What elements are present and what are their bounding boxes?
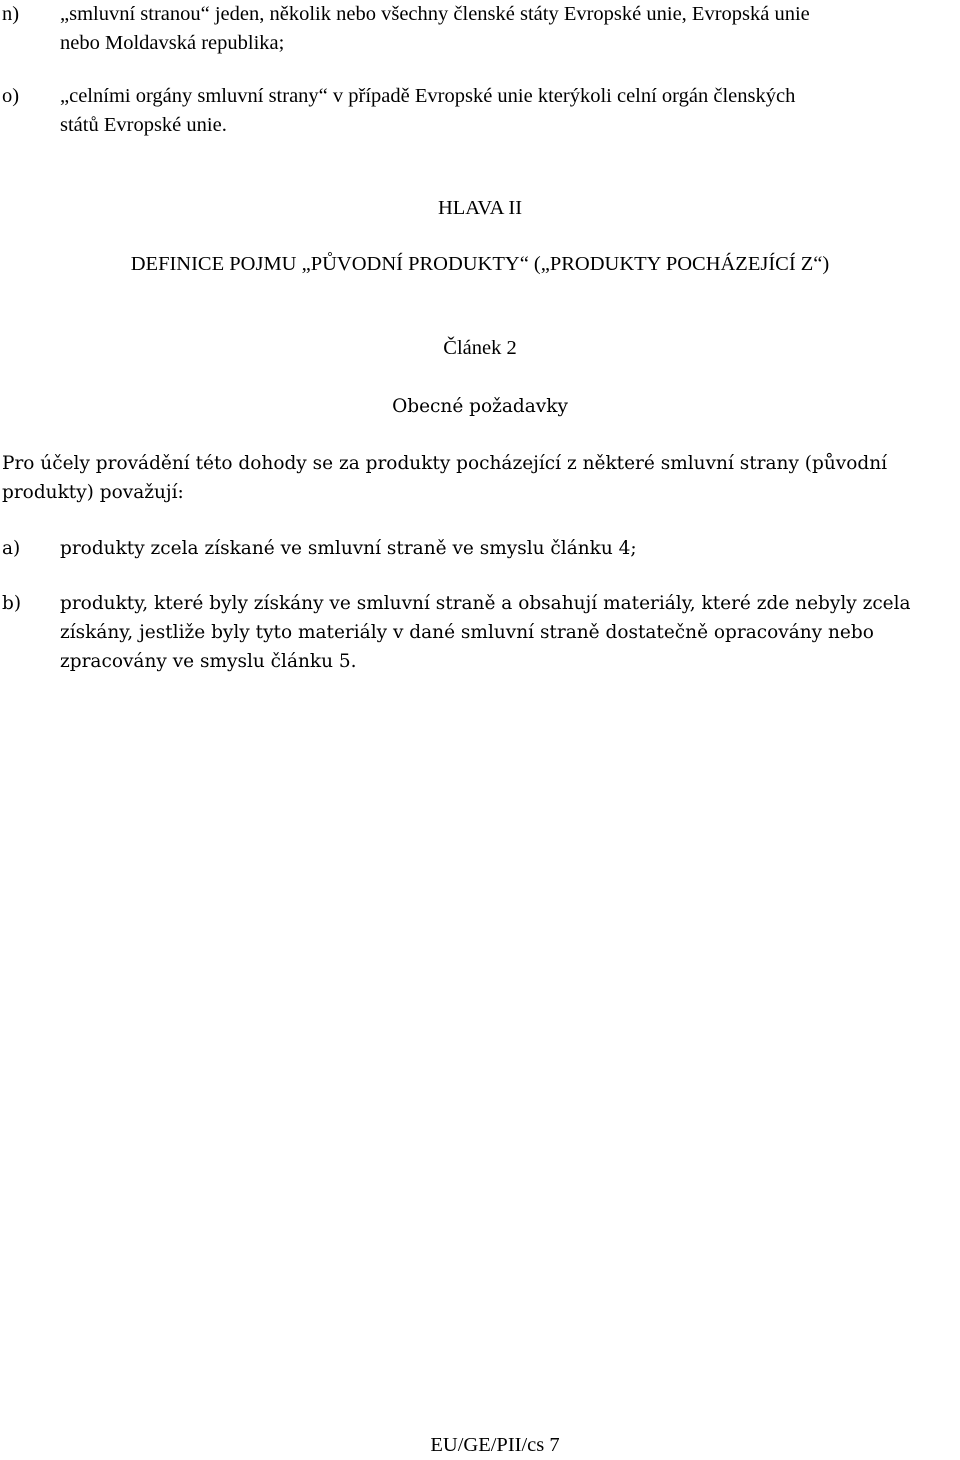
text-line: Pro účely provádění této dohody se za produkty pocházející z některé smluvní strany (původní xyxy=(2,453,888,474)
list-marker: n) xyxy=(2,3,20,25)
text-line: získány, jestliže byly tyto materiály v dané smluvní straně dostatečně opracovány nebo xyxy=(60,622,874,643)
list-item-n xyxy=(2,0,957,58)
list-item-b xyxy=(2,589,957,676)
text-line: produkty) považují: xyxy=(2,482,184,503)
list-marker: b) xyxy=(2,593,22,614)
list-item-text xyxy=(60,0,957,58)
page-footer-reference: EU/GE/PII/cs 7 xyxy=(430,1434,560,1456)
text-line: států Evropské unie. xyxy=(60,114,227,136)
text-line: nebo Moldavská republika; xyxy=(60,32,285,54)
list-marker: o) xyxy=(2,85,20,107)
text-line: „smluvní stranou“ jeden, několik nebo všechny členské státy Evropské unie, Evropská unie xyxy=(60,3,810,25)
list-item-o xyxy=(2,82,957,140)
list-item-text xyxy=(60,534,957,563)
text-line: zpracovány ve smyslu článku 5. xyxy=(60,651,357,672)
text-line: produkty zcela získané ve smluvní straně ve smyslu článku 4; xyxy=(60,538,637,559)
text-line: „celními orgány smluvní strany“ v případě Evropské unie kterýkoli celní orgán členských xyxy=(60,85,796,107)
chapter-heading: HLAVA II xyxy=(437,197,523,219)
chapter-title: DEFINICE POJMU „PŮVODNÍ PRODUKTY“ („PRODUKTY POCHÁZEJÍCÍ Z“) xyxy=(130,253,830,275)
list-marker: a) xyxy=(2,538,21,559)
intro-paragraph xyxy=(2,449,957,507)
article-heading: Článek 2 xyxy=(443,337,517,359)
list-item-text xyxy=(60,589,957,676)
list-item-a xyxy=(2,534,957,563)
text-line: produkty, které byly získány ve smluvní straně a obsahují materiály, které zde nebyly zcela xyxy=(60,593,911,614)
list-item-text xyxy=(60,82,957,140)
article-title: Obecné požadavky xyxy=(392,396,568,417)
